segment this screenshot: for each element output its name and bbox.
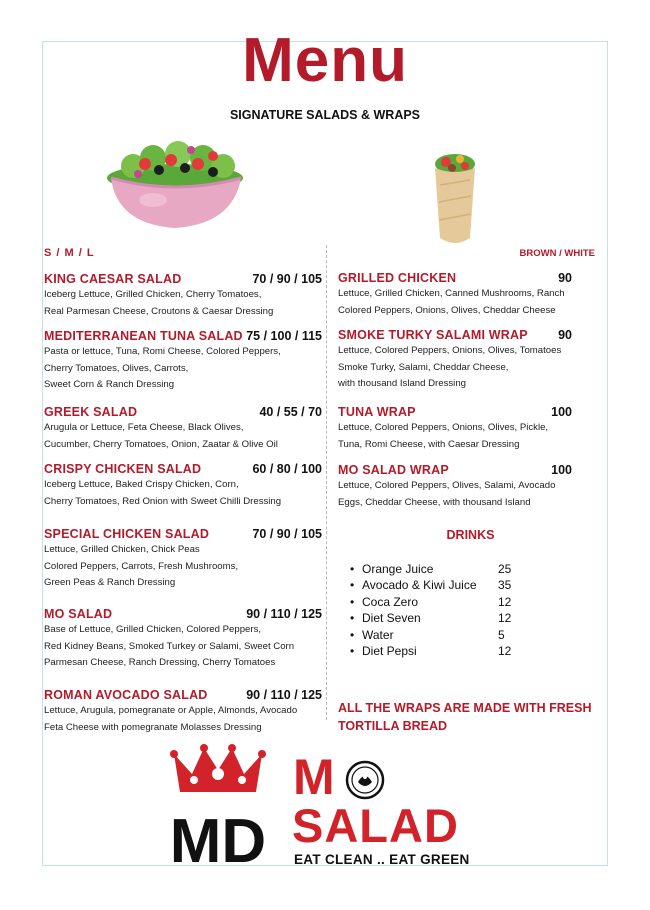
list-item: • Water 5 — [350, 627, 505, 642]
menu-item — [338, 328, 572, 393]
menu-item — [44, 688, 322, 736]
item-name: SPECIAL CHICKEN SALAD — [44, 527, 210, 541]
list-item: • Diet Pepsi 12 — [350, 644, 512, 659]
item-price: 90 / 110 / 125 — [246, 607, 322, 621]
menu-item — [338, 463, 572, 511]
list-item: • Diet Seven 12 — [350, 611, 512, 626]
item-price: 90 / 110 / 125 — [246, 688, 322, 702]
item-description: Lettuce, Colored Peppers, Olives, Salami, Avocado Eggs, Cheddar Cheese, with thousand Island — [338, 480, 556, 508]
crown-logo-icon — [168, 744, 268, 869]
menu-item — [44, 272, 322, 320]
menu-item — [338, 271, 572, 319]
item-name: TUNA WRAP — [338, 405, 416, 419]
brand-tagline: EAT CLEAN .. EAT GREEN — [294, 852, 470, 867]
svg-text:MD: MD — [169, 807, 267, 869]
item-description: Arugula or Lettuce, Feta Cheese, Black Olives, Cucumber, Cherry Tomatoes, Onion, Zaatar & Olive Oil — [44, 422, 278, 450]
bread-legend: BROWN / WHITE — [519, 248, 595, 259]
drinks-title: DRINKS — [446, 528, 495, 542]
item-price: 75 / 100 / 115 — [246, 329, 322, 343]
item-price: 90 — [558, 271, 572, 285]
item-price: 70 / 90 / 105 — [252, 527, 322, 541]
item-description: Iceberg Lettuce, Baked Crispy Chicken, Corn, Cherry Tomatoes, Red Onion with Sweet Chilli Dressing — [44, 479, 282, 507]
menu-item — [44, 527, 322, 592]
item-description: Base of Lettuce, Grilled Chicken, Colored Peppers, Red Kidney Beans, Smoked Turkey or Salami, Sweet Corn Parmesan Cheese, Ranch Dressing, Cherry Tomatoes — [44, 624, 295, 668]
item-name: GREEK SALAD — [44, 405, 138, 419]
item-price: 60 / 80 / 100 — [252, 462, 322, 476]
menu-item — [44, 329, 322, 394]
item-price: 70 / 90 / 105 — [252, 272, 322, 286]
item-description: Lettuce, Colored Peppers, Onions, Olives, Pickle, Tuna, Romi Cheese, with Caesar Dressing — [338, 422, 549, 450]
item-description: Iceberg Lettuce, Grilled Chicken, Cherry Tomatoes, Real Parmesan Cheese, Croutons & Caesar Dressing — [44, 289, 274, 317]
brand-wordmark-line1: M — [293, 749, 335, 805]
menu-item — [44, 607, 322, 672]
emblem-icon — [345, 760, 385, 800]
wraps-note: ALL THE WRAPS ARE MADE WITH FRESH TORTILLA BREAD — [338, 701, 592, 733]
list-item: • Orange Juice 25 — [350, 562, 512, 576]
wrap-icon — [430, 150, 480, 250]
size-legend: S / M / L — [44, 247, 95, 259]
item-price: 90 — [558, 328, 572, 342]
item-description: Lettuce, Grilled Chicken, Chick Peas Colored Peppers, Carrots, Fresh Mushrooms, Green Peas & Ranch Dressing — [44, 544, 239, 588]
menu-item — [44, 462, 322, 510]
item-name: MO SALAD — [44, 607, 113, 621]
item-name: CRISPY CHICKEN SALAD — [44, 462, 202, 476]
list-item: • Coca Zero 12 — [350, 594, 512, 609]
item-description: Pasta or lettuce, Tuna, Romi Cheese, Colored Peppers, Cherry Tomatoes, Olives, Carrots, Sweet Corn & Ranch Dressing — [44, 346, 281, 390]
item-description: Lettuce, Grilled Chicken, Canned Mushrooms, Ranch Colored Peppers, Onions, Olives, Cheddar Cheese — [338, 288, 565, 316]
drinks-list — [350, 561, 520, 659]
item-price: 100 — [551, 463, 572, 477]
item-name: MO SALAD WRAP — [338, 463, 449, 477]
brand-wordmark-line2: SALAD — [292, 799, 459, 852]
item-name: SMOKE TURKY SALAMI WRAP — [338, 328, 528, 342]
page-subtitle: SIGNATURE SALADS & WRAPS — [229, 108, 421, 122]
item-name: MEDITERRANEAN TUNA SALAD — [44, 329, 243, 343]
item-price: 40 / 55 / 70 — [259, 405, 322, 419]
item-description: Lettuce, Colored Peppers, Onions, Olives, Tomatoes Smoke Turky, Salami, Cheddar Cheese, with thousand Island Dressing — [338, 345, 562, 389]
item-price: 100 — [551, 405, 572, 419]
list-item: • Avocado & Kiwi Juice 35 — [350, 578, 512, 593]
menu-item — [44, 405, 322, 453]
page-title: Menu — [242, 26, 408, 95]
item-description: Lettuce, Arugula, pomegranate or Apple, Almonds, Avocado Feta Cheese with pomegranate Molasses Dressing — [44, 705, 298, 733]
item-name: ROMAN AVOCADO SALAD — [44, 688, 208, 702]
item-name: GRILLED CHICKEN — [338, 271, 457, 285]
salad-bowl-icon — [103, 138, 248, 233]
item-name: KING CAESAR SALAD — [44, 272, 182, 286]
menu-item — [338, 405, 572, 453]
column-divider — [326, 245, 327, 720]
